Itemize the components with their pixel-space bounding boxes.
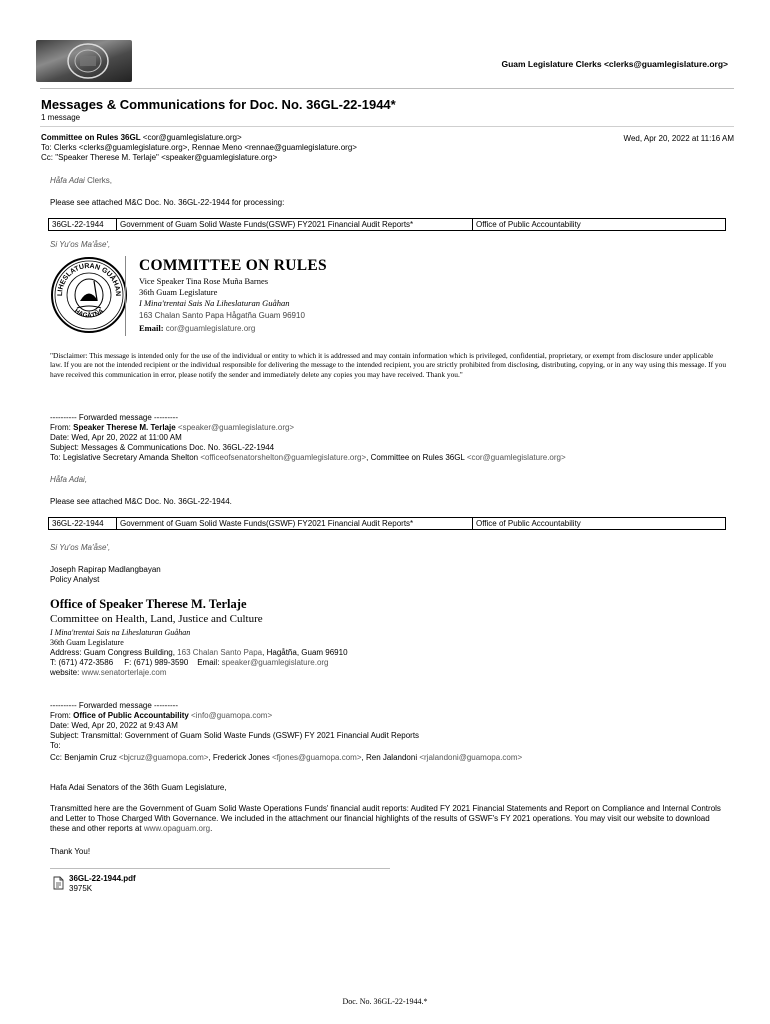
message-body: Please see attached M&C Doc. No. 36GL-22-1944 for processing:	[50, 198, 285, 207]
sender-title: Policy Analyst	[50, 575, 100, 584]
seal-text: LIHESLATURAN GUÅHAN	[56, 262, 122, 297]
greeting-italic: Håfa Adai	[50, 176, 85, 185]
website-link[interactable]: www.senatorterlaje.com	[81, 668, 167, 677]
opa-body-text: Transmitted here are the Government of Guam Solid Waste Operations Funds' financial audit reports: Audited FY 2021 Financial Statements and Report on Compliance and Internal Controls and Letter to Those Charged With Governance. We included in the attachment our financial highlights of the results of GSWF's FY 2021 operations. You may visit our website to download these and other reports at	[50, 804, 721, 833]
attachment-size: 3975K	[69, 884, 93, 893]
from-email[interactable]: <info@guamopa.com>	[188, 711, 273, 720]
from-label: From:	[50, 423, 74, 432]
doc-number-cell: 36GL-22-1944	[49, 219, 117, 231]
email-label: Email:	[139, 323, 164, 333]
pdf-attachment-icon[interactable]	[53, 876, 64, 890]
cc-mid-1: , Frederick Jones	[208, 753, 272, 762]
office-address	[50, 648, 348, 658]
disclaimer-text: "Disclaimer: This message is intended only for the use of the individual or entity to which it is addressed and may contain information which is privileged, confidential, proprietary, or exempt from disclosure under applicable law. If you are not the intended recipient or the individual responsible for delivering the message to the intended recipient, you are strictly prohibited from disclosing, distributing, copying, or in any way using this message. If you have received this communication in error, please notify the sender and immediately delete any copies you may have received. Thank you."	[50, 351, 727, 379]
doc-title-cell: Government of Guam Solid Waste Funds(GSWF) FY2021 Financial Audit Reports*	[117, 219, 473, 231]
cc-email-1[interactable]: <bjcruz@guamopa.com>	[118, 753, 209, 762]
table-row	[49, 518, 726, 530]
committee-title: COMMITTEE ON RULES	[139, 257, 327, 274]
office-website	[50, 668, 167, 678]
to-mid: , Committee on Rules 36GL	[366, 453, 467, 462]
signature-line-4: 163 Chalan Santo Papa Hågatña Guam 96910	[139, 311, 305, 320]
message-count: 1 message	[41, 113, 81, 122]
committee-on-rules-seal	[50, 256, 128, 334]
forward-from	[50, 423, 294, 433]
from-name: Committee on Rules 36GL	[41, 133, 141, 142]
signature-line-3: I Mina'trentai Sais Na Liheslaturan Guåhan	[139, 298, 290, 308]
forward-cc	[50, 753, 522, 763]
page-footer: Doc. No. 36GL-22-1944.*	[342, 997, 428, 1006]
email-link[interactable]: cor@guamlegislature.org	[163, 324, 256, 333]
office-subtitle: Committee on Health, Land, Justice and Culture	[50, 613, 263, 625]
to-email-1[interactable]: <officeofsenatorshelton@guamlegislature.org>	[200, 453, 367, 462]
address-link[interactable]: 163 Chalan Santo Papa	[177, 648, 263, 657]
doc-office-cell: Office of Public Accountability	[473, 219, 726, 231]
from-label: From:	[50, 711, 74, 720]
seal-bottom-text: HAGÅTÑA	[72, 307, 106, 320]
forward-closing: Si Yu'os Ma'åse',	[50, 543, 111, 552]
greeting-rest: Clerks,	[84, 176, 112, 185]
from-name: Speaker Therese M. Terlaje	[73, 423, 176, 432]
signature-email	[139, 323, 255, 334]
forward-subject: Subject: Transmittal: Government of Guam Solid Waste Funds (GSWF) FY 2021 Financial Audit Reports	[50, 731, 420, 740]
cc-mid-2: , Ren Jalandoni	[361, 753, 420, 762]
cc-email-2[interactable]: <fjones@guamopa.com>	[272, 753, 362, 762]
forward-to: To:	[50, 741, 61, 750]
forward-from	[50, 711, 272, 721]
office-line-1: I Mina'trentai Sais na Liheslaturan Guåhan	[50, 628, 191, 637]
office-line-2: 36th Guam Legislature	[50, 638, 124, 647]
document-table	[48, 218, 726, 231]
forward-marker: ---------- Forwarded message ---------	[50, 413, 178, 422]
forward-body: Please see attached M&C Doc. No. 36GL-22-1944.	[50, 497, 232, 506]
to-prefix: To: Legislative Secretary Amanda Shelton	[50, 453, 201, 462]
from-name: Office of Public Accountability	[73, 711, 189, 720]
opa-greeting: Hafa Adai Senators of the 36th Guam Legislature,	[50, 783, 227, 792]
thread-subject: Messages & Communications for Doc. No. 36GL-22-1944*	[41, 97, 396, 112]
seal-icon	[50, 256, 128, 334]
greeting	[50, 176, 112, 186]
signature-line-2: 36th Guam Legislature	[139, 287, 218, 297]
opa-thanks: Thank You!	[50, 847, 91, 856]
to-email-2[interactable]: <cor@guamlegislature.org>	[466, 453, 566, 462]
message-to: To: Clerks <clerks@guamlegislature.org>, Rennae Meno <rennae@guamlegislature.org>	[41, 143, 357, 152]
address-prefix: Address: Guam Congress Building,	[50, 648, 178, 657]
forward-greeting: Håfa Adai,	[50, 475, 88, 484]
doc-office-cell: Office of Public Accountability	[473, 518, 726, 530]
message-date: Wed, Apr 20, 2022 at 11:16 AM	[623, 134, 734, 143]
attachment-name[interactable]: 36GL-22-1944.pdf	[69, 874, 136, 883]
legislature-seal-logo	[36, 40, 132, 82]
attachment-divider	[50, 868, 390, 869]
address-suffix: , Hagåtña, Guam 96910	[262, 648, 348, 657]
phone-text: T: (671) 472-3586 F: (671) 989-3590 Email:	[50, 658, 222, 667]
table-row	[49, 219, 726, 231]
signature-line-1: Vice Speaker Tina Rose Muña Barnes	[139, 276, 269, 286]
forward-subject: Subject: Messages & Communications Doc. No. 36GL-22-1944	[50, 443, 275, 452]
from-email: <cor@guamlegislature.org>	[140, 133, 242, 142]
cc-prefix: Cc: Benjamin Cruz	[50, 753, 119, 762]
header-divider	[40, 88, 734, 89]
forward-marker: ---------- Forwarded message ---------	[50, 701, 178, 710]
cc-email-3[interactable]: <rjalandoni@guamopa.com>	[419, 753, 523, 762]
sender-name: Joseph Rapirap Madlangbayan	[50, 565, 161, 574]
office-title: Office of Speaker Therese M. Terlaje	[50, 597, 247, 611]
seal-logo-icon	[36, 40, 132, 82]
account-email: Guam Legislature Clerks <clerks@guamlegislature.org>	[501, 59, 728, 69]
doc-number-cell: 36GL-22-1944	[49, 518, 117, 530]
from-email[interactable]: <speaker@guamlegislature.org>	[175, 423, 295, 432]
doc-title-cell: Government of Guam Solid Waste Funds(GSWF) FY2021 Financial Audit Reports*	[117, 518, 473, 530]
message-from	[41, 133, 242, 143]
opa-body	[50, 804, 730, 834]
signature-divider	[125, 256, 126, 336]
message-cc: Cc: "Speaker Therese M. Terlaje" <speaker@guamlegislature.org>	[41, 153, 278, 162]
office-phone	[50, 658, 329, 668]
closing: Si Yu'os Ma'åse',	[50, 240, 111, 249]
opa-body-end: .	[210, 824, 213, 833]
website-label: website:	[50, 668, 82, 677]
office-email[interactable]: speaker@guamlegislature.org	[221, 658, 329, 667]
opa-website-link[interactable]: www.opaguam.org	[143, 824, 211, 833]
subject-divider	[40, 126, 734, 127]
forward-to	[50, 453, 566, 463]
forward-date: Date: Wed, Apr 20, 2022 at 11:00 AM	[50, 433, 182, 442]
document-table	[48, 517, 726, 530]
forward-date: Date: Wed, Apr 20, 2022 at 9:43 AM	[50, 721, 178, 730]
